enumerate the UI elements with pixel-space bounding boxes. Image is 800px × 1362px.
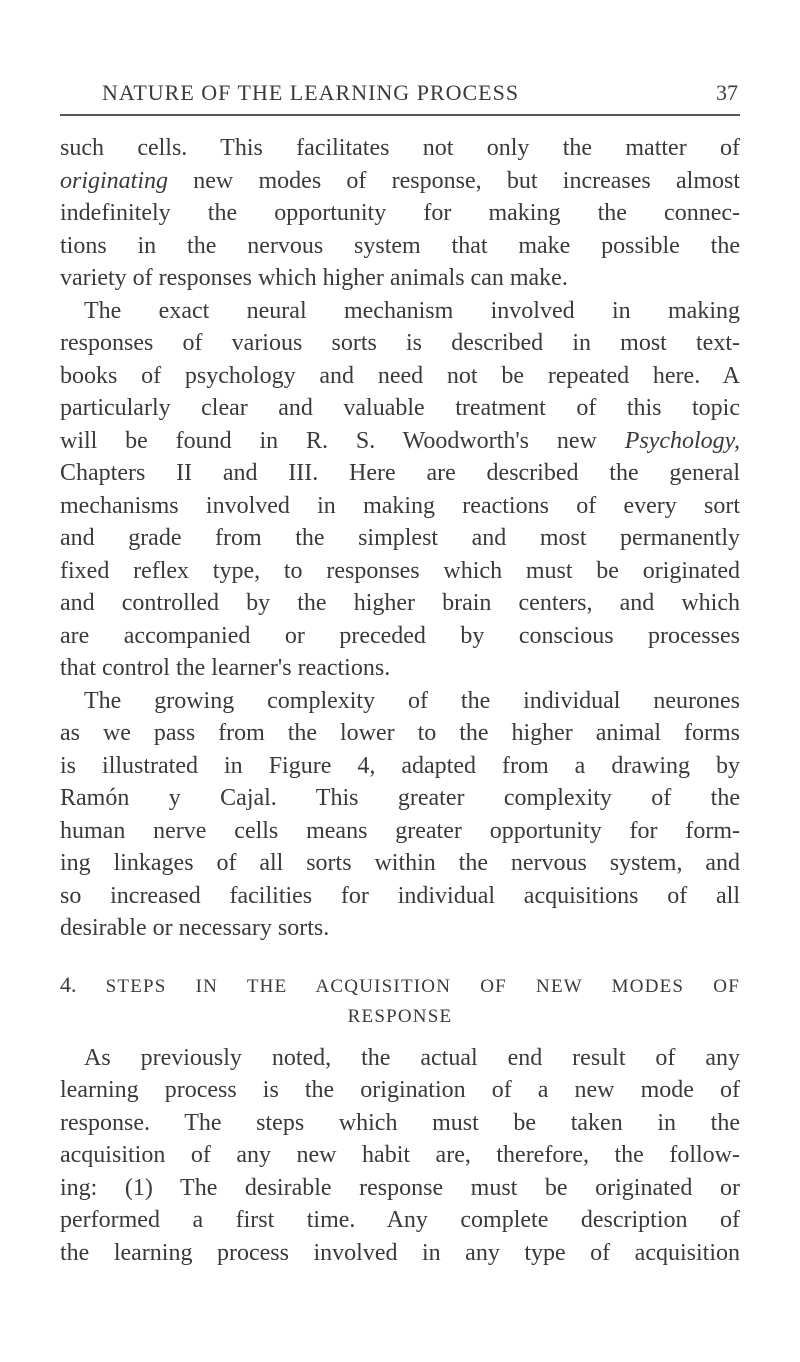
section-heading-line: RESPONSE — [347, 1005, 453, 1027]
running-title: NATURE OF THE LEARNING PROCESS — [102, 80, 520, 105]
text-line: acquisition of any new habit are, therefore, the follow- — [60, 1142, 740, 1168]
text-line: learning process is the origination of a new mode of — [60, 1077, 740, 1103]
text-span: will be found in R. S. Woodworth's new — [60, 427, 625, 454]
text-line: is illustrated in Figure 4, adapted from a drawing by — [60, 752, 740, 779]
text-line: mechanisms involved in making reactions of every sort — [60, 492, 740, 519]
section-number: 4. — [60, 971, 77, 997]
running-head — [60, 78, 740, 116]
text-line: performed a first time. Any complete description of — [60, 1207, 740, 1233]
text-line: that control the learner's reactions. — [60, 655, 391, 681]
text-line: and grade from the simplest and most permanently — [60, 525, 740, 551]
text-line: As previously noted, the actual end result of any — [84, 1044, 740, 1071]
text-line: response. The steps which must be taken in the — [60, 1109, 740, 1136]
paragraph-1 — [60, 132, 740, 295]
text-line: responses of various sorts is described in most text- — [60, 330, 740, 356]
paragraph-2 — [60, 295, 740, 685]
text-line — [60, 165, 740, 198]
text-line: The exact neural mechanism involved in making — [84, 297, 740, 324]
text-line: Chapters II and III. Here are described the general — [60, 460, 740, 486]
text-span: new modes of response, but increases almost — [168, 167, 740, 194]
text-line: the learning process involved in any type of acquisition — [60, 1239, 740, 1266]
body-text — [60, 132, 740, 1269]
book-page — [60, 78, 740, 1269]
paragraph-4 — [60, 1042, 740, 1270]
paragraph-3 — [60, 685, 740, 945]
text-line: ing linkages of all sorts within the nervous system, and — [60, 850, 740, 876]
section-title: STEPS IN THE ACQUISITION OF NEW MODES OF — [105, 975, 740, 997]
text-line — [60, 425, 740, 458]
text-line: fixed reflex type, to responses which must be originated — [60, 557, 740, 584]
text-line: ing: (1) The desirable response must be originated or — [60, 1174, 740, 1201]
text-line: Ramón y Cajal. This greater complexity of the — [60, 785, 740, 811]
text-line: such cells. This facilitates not only the matter of — [60, 135, 740, 161]
section-heading-line — [60, 970, 740, 1002]
page-number: 37 — [716, 80, 738, 105]
text-line: books of psychology and need not be repeated here. A — [60, 362, 740, 389]
section-heading — [60, 970, 740, 1032]
text-line: tions in the nervous system that make possible the — [60, 232, 740, 259]
text-line: variety of responses which higher animals can make. — [60, 265, 568, 291]
text-line: particularly clear and valuable treatment of this topic — [60, 395, 740, 421]
text-line: as we pass from the lower to the higher animal forms — [60, 720, 740, 746]
text-line: desirable or necessary sorts. — [60, 915, 330, 941]
italic-book-title: Psychology, — [624, 427, 740, 454]
text-line: and controlled by the higher brain centers, and which — [60, 590, 740, 616]
text-line: human nerve cells means greater opportunity for form- — [60, 817, 740, 844]
text-line: indefinitely the opportunity for making the connec- — [60, 200, 740, 226]
text-line: so increased facilities for individual acquisitions of all — [60, 882, 740, 909]
text-line: are accompanied or preceded by conscious processes — [60, 622, 740, 649]
text-line: The growing complexity of the individual neurones — [84, 687, 740, 714]
italic-term: originating — [60, 167, 169, 194]
